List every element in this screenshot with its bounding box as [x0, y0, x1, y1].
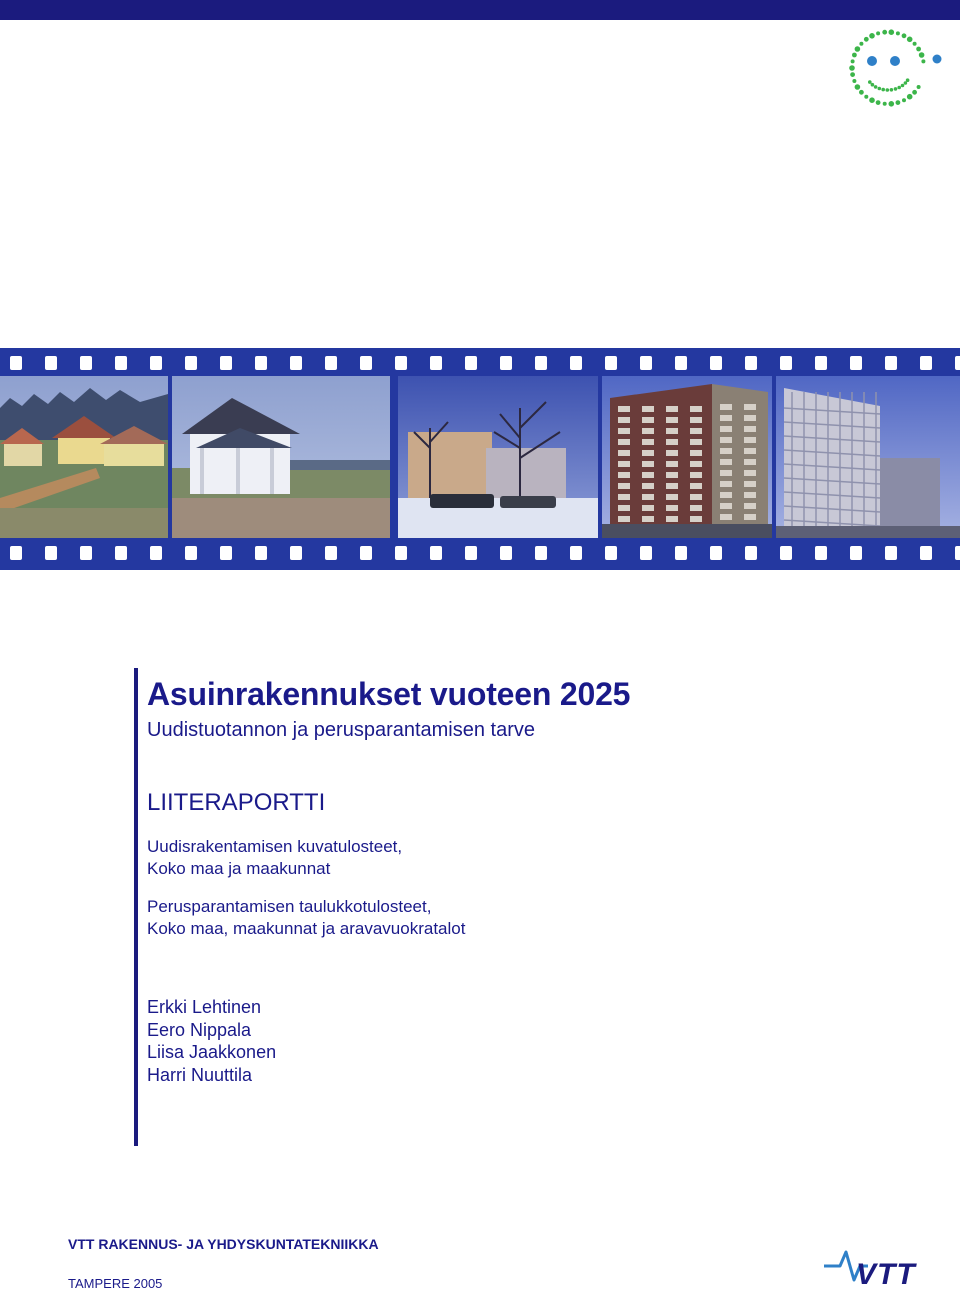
author-list [147, 996, 276, 1086]
description-line: Koko maa ja maakunnat [147, 859, 331, 878]
report-title: Asuinrakennukset vuoteen 2025 [147, 676, 631, 712]
photo-winter-block [398, 376, 598, 538]
photo-scaffold [776, 376, 960, 538]
photo-veranda [172, 376, 390, 538]
vtt-logo-icon [820, 1244, 942, 1290]
author-name: Liisa Jaakkonen [147, 1042, 277, 1062]
description-new-construction [147, 836, 402, 880]
place-and-year: TAMPERE 2005 [68, 1276, 163, 1291]
photo-houses [0, 376, 168, 538]
title-vertical-rule [134, 668, 138, 1146]
description-line: Koko maa, maakunnat ja aravavuokratalot [147, 919, 466, 938]
description-line: Perusparantamisen taulukkotulosteet, [147, 897, 432, 916]
organization-name: VTT RAKENNUS- JA YHDYSKUNTATEKNIIKKA [68, 1236, 379, 1252]
author-name: Erkki Lehtinen [147, 997, 262, 1017]
top-color-bar [0, 0, 960, 20]
report-type: LIITERAPORTTI [147, 789, 326, 816]
author-name: Harri Nuuttila [147, 1064, 253, 1085]
report-subtitle: Uudistuotannon ja perusparantamisen tarve [147, 719, 536, 741]
description-line: Uudisrakentamisen kuvatulosteet, [147, 837, 403, 856]
description-renovation [147, 896, 465, 940]
author-name: Eero Nippala [147, 1019, 252, 1040]
vtt-logo-text: VTT [856, 1258, 916, 1290]
photo-filmstrip [0, 348, 960, 570]
photo-brick-tower [602, 376, 772, 538]
smiley-logo-icon [842, 26, 946, 110]
